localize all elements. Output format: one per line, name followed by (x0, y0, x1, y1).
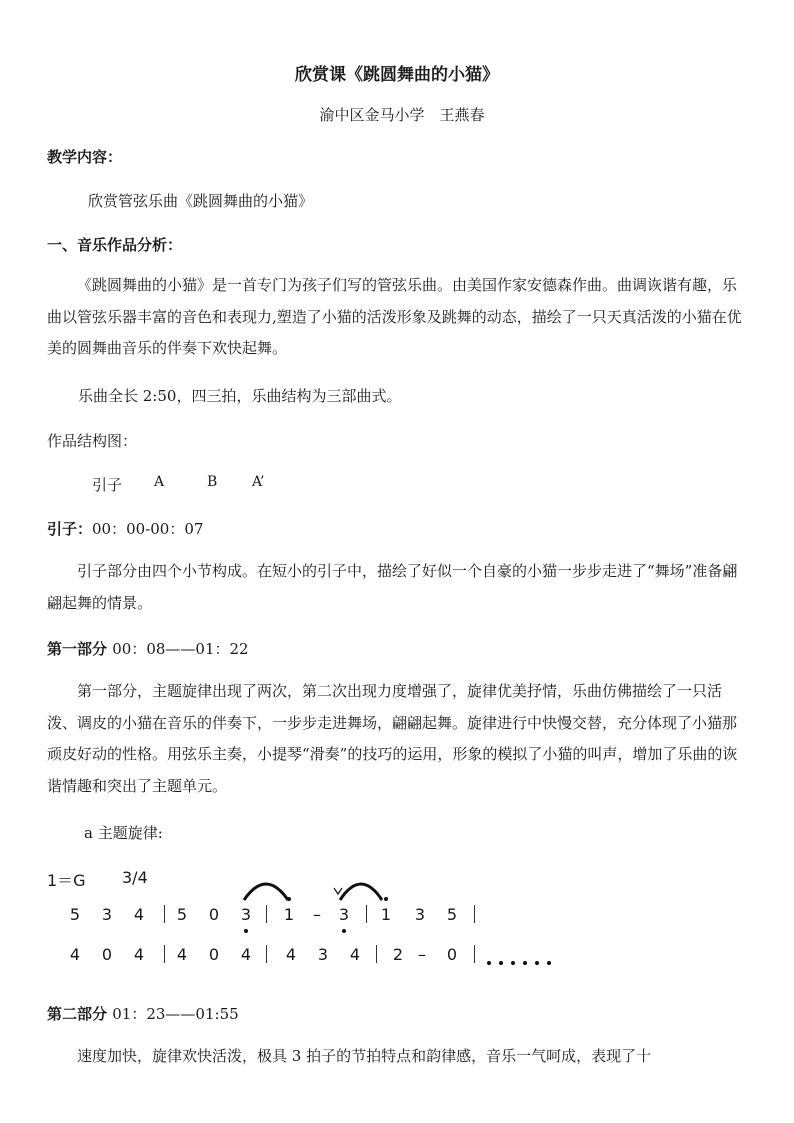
note: 1 (283, 905, 295, 924)
time-signature: 3/4 (122, 868, 148, 887)
teaching-content-text: 欣赏管弦乐曲《跳圆舞曲的小猫》 (88, 192, 314, 210)
low-octave-dot (244, 929, 248, 933)
note: 4 (285, 945, 297, 964)
note: 0 (446, 945, 458, 964)
structure-section-a-prime: A’ (252, 474, 265, 490)
note: 0 (208, 945, 220, 964)
part2-paragraph: 速度加快，旋律欢快活泼，极具 3 拍子的节拍特点和韵律感，音乐一气呵成，表现了十 (77, 1047, 652, 1065)
note: 4 (349, 945, 361, 964)
note: 5 (176, 905, 188, 924)
intro-paragraph: 引子部分由四个小节构成。在短小的引子中，描绘了好似一个自豪的小猫一步步走进了“舞场”准备翩翩起舞的情景。 (47, 562, 738, 612)
part1-heading-label: 第一部分 (47, 640, 108, 658)
note: 4 (133, 905, 145, 924)
theme-label: a 主题旋律: (84, 824, 163, 842)
note: 0 (101, 945, 113, 964)
note: 4 (176, 945, 188, 964)
dash: – (418, 945, 426, 964)
part1-time: 00：08——01：22 (112, 640, 249, 658)
barline (474, 945, 475, 963)
note: 4 (240, 945, 252, 964)
note: 5 (446, 905, 458, 924)
note: 1 (380, 905, 392, 924)
slur-marks (236, 872, 401, 908)
part1-paragraph: 第一部分，主题旋律出现了两次，第二次出现力度增强了，旋律优美抒情，乐曲仿佛描绘了一只活泼、调皮的小猫在音乐的伴奏下，一步步走进舞场，翩翩起舞。旋律进行中快慢交替，充分体现了小猫那顽皮好动的性格。用弦乐主奏，小提琴“滑奏”的技巧的运用，形象的模拟了小猫的叫声，增加了乐曲的诙谐情趣和突出了主题单元。 (47, 682, 738, 795)
note: 3 (240, 905, 252, 924)
part2-heading-label: 第二部分 (47, 1005, 108, 1023)
part2-heading (47, 1003, 239, 1024)
note: 3 (338, 905, 350, 924)
teaching-content-heading: 教学内容： (47, 148, 123, 166)
intro-time: 00：00-00：07 (92, 520, 204, 538)
analysis-heading: 一、音乐作品分析： (47, 236, 183, 254)
key-signature: 1＝G (47, 871, 86, 890)
note: 3 (101, 905, 113, 924)
analysis-paragraph-1: 《跳圆舞曲的小猫》是一首专门为孩子们写的管弦乐曲。由美国作家安德森作曲。曲调诙谐有趣，乐曲以管弦乐器丰富的音色和表现力,塑造了小猫的活泼形象及跳舞的动态，描绘了一只天真活泼的小猫在优美的圆舞曲音乐的伴奏下欢快起舞。 (47, 276, 742, 357)
structure-section-b: B (207, 474, 218, 490)
structure-heading: 作品结构图： (47, 432, 138, 450)
note: 0 (208, 905, 220, 924)
note: 5 (69, 905, 81, 924)
barline (376, 945, 377, 963)
part2-time: 01：23——01:55 (112, 1005, 239, 1023)
barline (164, 905, 165, 923)
note: 4 (133, 945, 145, 964)
note: 4 (69, 945, 81, 964)
barline (474, 905, 475, 923)
structure-section-a: A (154, 474, 165, 490)
barline (164, 945, 165, 963)
intro-heading (47, 518, 203, 539)
author-line: 渝中区金马小学 王燕春 (319, 106, 485, 124)
low-octave-dot (342, 929, 346, 933)
intro-heading-label: 引子： (47, 520, 93, 538)
structure-section-intro: 引子 (92, 476, 123, 494)
note: 3 (414, 905, 426, 924)
dash: – (313, 905, 321, 924)
analysis-paragraph-2: 乐曲全长 2:50，四三拍，乐曲结构为三部曲式。 (78, 387, 402, 405)
note: 2 (392, 945, 404, 964)
barline (266, 945, 267, 963)
part1-heading (47, 638, 249, 659)
page-title: 欣赏课《跳圆舞曲的小猫》 (295, 65, 499, 85)
note: 3 (317, 945, 329, 964)
